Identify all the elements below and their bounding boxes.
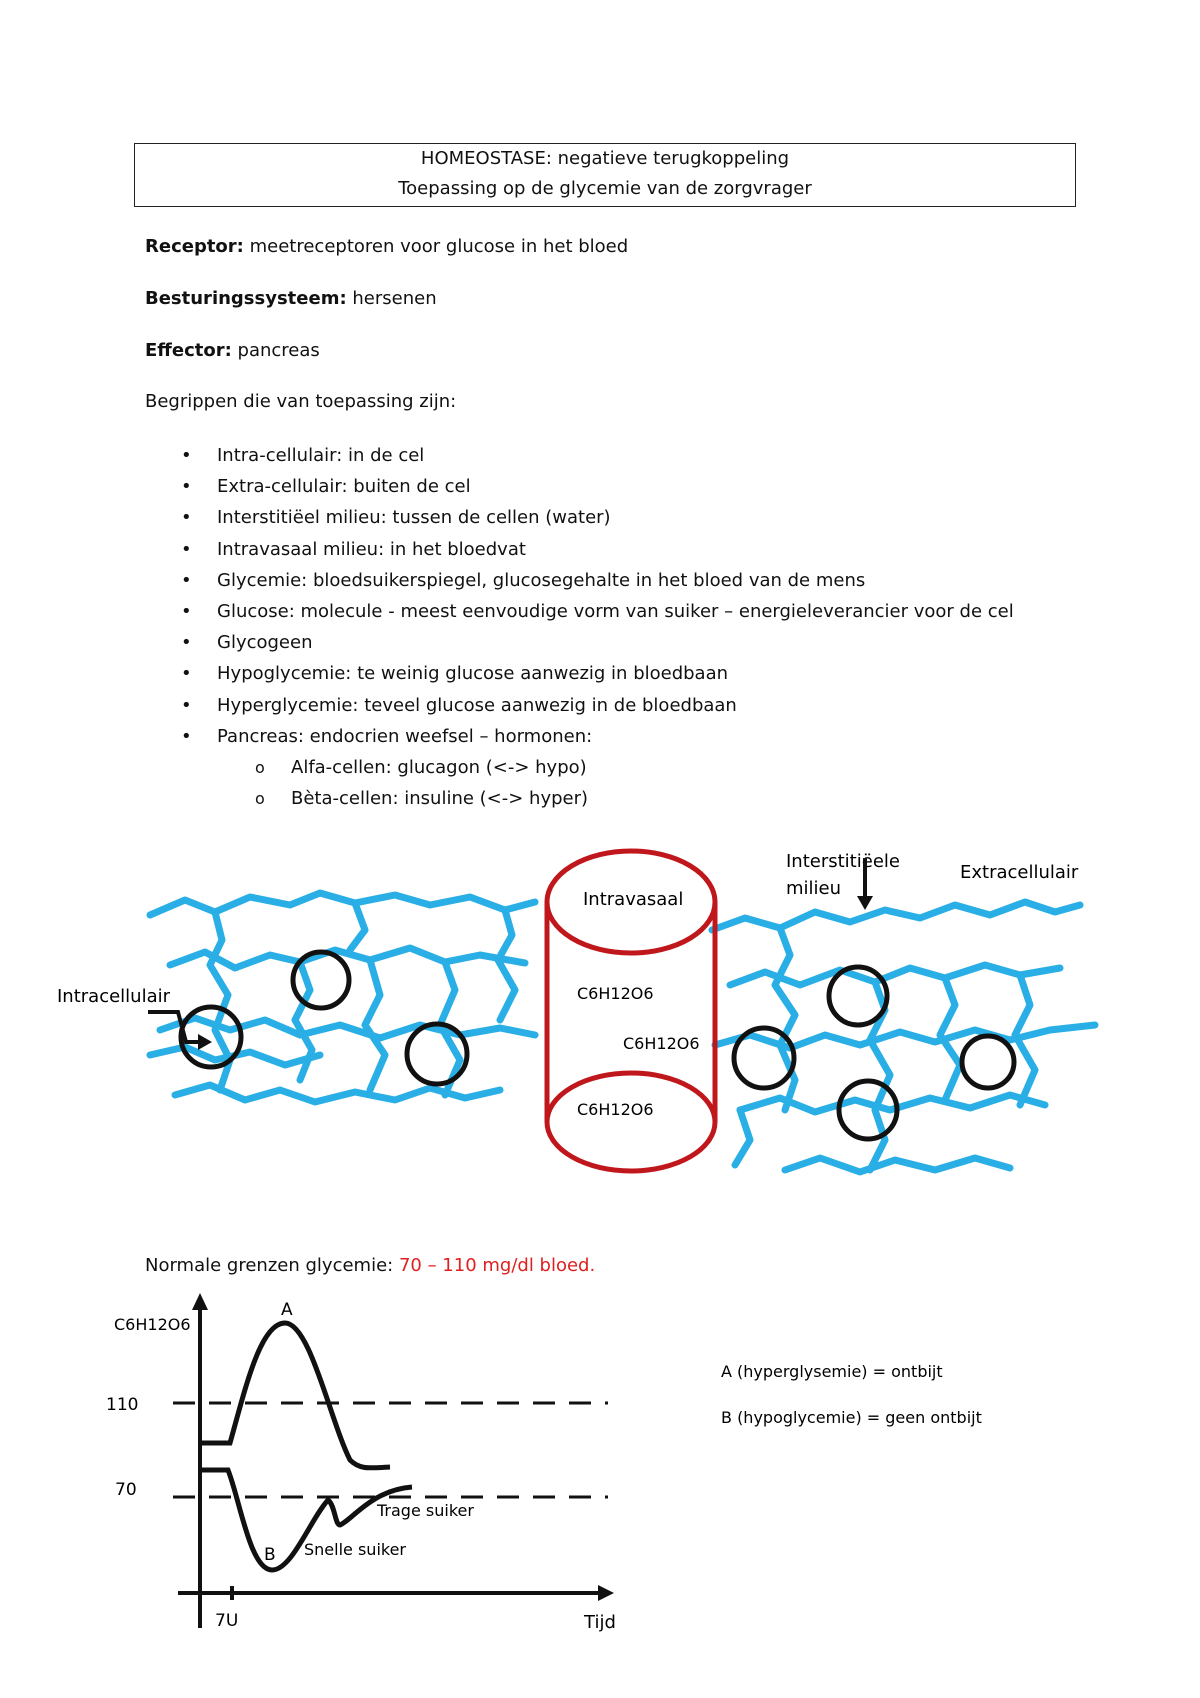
list-item: • Extra-cellulair: buiten de cel	[145, 471, 1145, 502]
list-item: • Interstitiëel milieu: tussen de cellen (water)	[145, 502, 1145, 533]
list-item: • Intra-cellulair: in de cel	[145, 440, 1145, 471]
tick-label-7u: 7U	[215, 1611, 239, 1631]
fast-sugar-label: Snelle suiker	[304, 1540, 406, 1559]
list-item: • Glucose: molecule - meest eenvoudige vorm van suiker – energieleverancier voor de cel	[145, 596, 1145, 627]
y-axis-label: C6H12O6	[114, 1315, 191, 1334]
legend-b: B (hypoglycemie) = geen ontbijt	[721, 1408, 982, 1427]
slow-sugar-label: Trage suiker	[377, 1501, 474, 1520]
effector-value: pancreas	[231, 340, 320, 361]
list-item: • Hypoglycemie: te weinig glucose aanwezig in bloedbaan	[145, 658, 1145, 689]
x-axis-arrow-icon	[598, 1585, 614, 1601]
title-line-1: HOMEOSTASE: negatieve terugkoppeling	[420, 148, 790, 169]
control-system-value: hersenen	[346, 288, 437, 309]
y-axis-arrow-icon	[192, 1293, 208, 1310]
title-box	[134, 143, 1076, 207]
list-item: • Hyperglycemie: teveel glucose aanwezig in de bloedbaan	[145, 690, 1145, 721]
tick-label-70: 70	[115, 1480, 137, 1500]
control-system-line	[145, 288, 437, 309]
intravasaal-label: Intravasaal	[583, 889, 684, 910]
normal-limits-value: 70 – 110 mg/dl bloed.	[398, 1255, 596, 1276]
title-line-2: Toepassing op de glycemie van de zorgvrager	[398, 178, 812, 199]
x-axis-label: Tijd	[584, 1612, 616, 1633]
receptor-label: Receptor:	[145, 236, 244, 257]
glucose-formula: C6H12O6	[623, 1034, 700, 1053]
tissue-diagram	[0, 840, 1200, 1180]
effector-label: Effector:	[145, 340, 232, 361]
sub-list-item: o Bèta-cellen: insuline (<-> hyper)	[145, 783, 1145, 814]
list-item: • Glycogeen	[145, 627, 1145, 658]
tick-label-110: 110	[106, 1395, 139, 1415]
normal-limits-line	[145, 1255, 595, 1276]
graph-axes	[178, 1300, 600, 1628]
interstitieel-label-line2: milieu	[786, 878, 842, 899]
receptor-value: meetreceptoren voor glucose in het bloed	[243, 236, 629, 257]
cell-circle	[962, 1036, 1014, 1088]
cell-circle	[293, 952, 349, 1008]
sub-list-item: o Alfa-cellen: glucagon (<-> hypo)	[145, 752, 1145, 783]
vessel-bottom-ellipse	[547, 1073, 715, 1171]
curve-a-label: A	[281, 1300, 293, 1320]
control-system-label: Besturingssysteem:	[145, 288, 347, 309]
glycemia-graph	[0, 1280, 1200, 1640]
list-item: • Glycemie: bloedsuikerspiegel, glucosegehalte in het bloed van de mens	[145, 565, 1145, 596]
effector-line	[145, 340, 320, 361]
legend-a: A (hyperglysemie) = ontbijt	[721, 1362, 943, 1381]
intracellulair-label: Intracellulair	[57, 986, 171, 1007]
curve-b-label: B	[264, 1545, 276, 1565]
curve-a	[200, 1323, 390, 1468]
receptor-line	[145, 236, 628, 257]
extracellulair-label: Extracellulair	[960, 862, 1079, 883]
glucose-formula: C6H12O6	[577, 1100, 654, 1119]
normal-limits-label: Normale grenzen glycemie:	[145, 1255, 399, 1276]
interstitieel-label-line1: Interstitiëele	[786, 851, 900, 872]
terms-list	[145, 440, 1145, 814]
glucose-formula: C6H12O6	[577, 984, 654, 1003]
list-item: • Pancreas: endocrien weefsel – hormonen:	[145, 721, 1145, 752]
tissue-right	[712, 902, 1095, 1172]
list-item: • Intravasaal milieu: in het bloedvat	[145, 534, 1145, 565]
terms-heading: Begrippen die van toepassing zijn:	[145, 391, 457, 412]
